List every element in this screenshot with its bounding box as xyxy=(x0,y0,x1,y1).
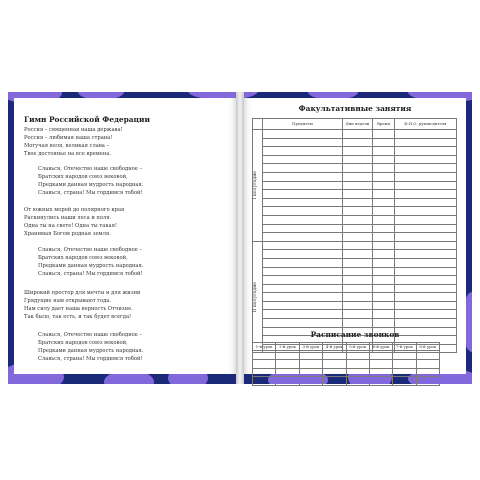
anthem-line: Так было, так есть, и так будет всегда! xyxy=(24,313,132,320)
anthem-refrain-3 xyxy=(38,332,143,363)
table-cell[interactable] xyxy=(395,164,457,173)
table-cell[interactable] xyxy=(373,241,395,250)
table-cell[interactable] xyxy=(343,147,373,156)
table-row xyxy=(253,284,457,293)
table-cell[interactable] xyxy=(263,276,343,285)
anthem-line: Россия – любимая наша страна! xyxy=(24,134,113,141)
table-cell[interactable] xyxy=(373,147,395,156)
table-cell[interactable] xyxy=(393,368,416,377)
table-cell[interactable] xyxy=(343,215,373,224)
anthem-line: Славься, Отечество наше свободное – xyxy=(38,166,143,172)
table-cell[interactable] xyxy=(263,250,343,259)
table-cell[interactable] xyxy=(276,368,299,377)
table-cell[interactable] xyxy=(253,359,276,368)
table-cell[interactable] xyxy=(416,368,439,377)
table-cell[interactable] xyxy=(263,172,343,181)
table-cell[interactable] xyxy=(373,233,395,242)
anthem-line: Россия – священная наша держава! xyxy=(24,127,123,133)
table-cell[interactable] xyxy=(343,198,373,207)
table-cell[interactable] xyxy=(343,138,373,147)
table-cell[interactable] xyxy=(299,368,322,377)
electives-header-row xyxy=(253,119,457,130)
anthem-line: Нам силу дает наша верность Отчизне. xyxy=(24,305,133,312)
table-cell[interactable] xyxy=(263,215,343,224)
table-cell[interactable] xyxy=(373,224,395,233)
table-row xyxy=(253,233,457,242)
table-cell[interactable] xyxy=(263,224,343,233)
bell-col-header: 5-й урок xyxy=(346,343,369,351)
bell-col-header: 1-й урок xyxy=(253,343,276,351)
table-cell[interactable] xyxy=(373,172,395,181)
table-cell[interactable] xyxy=(395,319,457,328)
table-cell[interactable] xyxy=(323,368,346,377)
bell-rows xyxy=(253,351,440,386)
table-cell[interactable] xyxy=(395,233,457,242)
electives-col-header: Предметы xyxy=(263,119,343,130)
table-cell[interactable] xyxy=(343,190,373,199)
anthem-line: Раскинулись наши леса и поля. xyxy=(24,214,112,221)
table-cell[interactable] xyxy=(253,368,276,377)
table-cell[interactable] xyxy=(369,351,392,360)
table-cell[interactable] xyxy=(346,368,369,377)
table-cell[interactable] xyxy=(373,138,395,147)
table-cell[interactable] xyxy=(343,267,373,276)
table-cell[interactable] xyxy=(263,301,343,310)
anthem-line: Твое достоянье на все времена. xyxy=(24,150,112,157)
table-cell[interactable] xyxy=(395,284,457,293)
table-row xyxy=(253,301,457,310)
table-cell[interactable] xyxy=(343,172,373,181)
table-row xyxy=(253,276,457,285)
anthem-line: Хранимая Богом родная земля. xyxy=(24,230,111,237)
table-row xyxy=(253,138,457,147)
anthem-line: Славься, Отечество наше свободное – xyxy=(38,247,143,253)
table-cell[interactable] xyxy=(373,284,395,293)
table-cell[interactable] xyxy=(395,138,457,147)
table-cell[interactable] xyxy=(343,301,373,310)
table-cell[interactable] xyxy=(343,250,373,259)
table-cell[interactable] xyxy=(263,284,343,293)
table-cell[interactable] xyxy=(373,310,395,319)
table-row xyxy=(253,164,457,173)
anthem-stanza-3 xyxy=(24,290,140,321)
table-cell[interactable] xyxy=(343,284,373,293)
table-cell[interactable] xyxy=(373,190,395,199)
table-row xyxy=(253,359,440,368)
anthem-line: Предками данная мудрость народная. xyxy=(38,262,144,269)
bell-schedule-title: Расписание звонков xyxy=(310,330,400,339)
table-cell[interactable] xyxy=(373,276,395,285)
electives-half-1 xyxy=(253,130,457,242)
anthem-line: Братских народов союз вековой, xyxy=(38,173,128,180)
table-cell[interactable] xyxy=(299,377,322,386)
table-cell[interactable] xyxy=(395,276,457,285)
table-cell[interactable] xyxy=(416,359,439,368)
table-cell[interactable] xyxy=(373,319,395,328)
table-row xyxy=(253,241,457,250)
table-cell[interactable] xyxy=(369,377,392,386)
anthem-line: Одна ты на свете! Одна ты такая! xyxy=(24,222,118,229)
table-cell[interactable] xyxy=(263,155,343,164)
table-cell[interactable] xyxy=(395,215,457,224)
anthem-stanza-2 xyxy=(24,207,124,238)
table-row xyxy=(253,147,457,156)
table-cell[interactable] xyxy=(343,233,373,242)
anthem-stanza-1 xyxy=(24,127,123,158)
table-cell[interactable] xyxy=(263,241,343,250)
table-cell[interactable] xyxy=(299,359,322,368)
bell-col-header: 3-й урок xyxy=(299,343,322,351)
table-cell[interactable] xyxy=(395,224,457,233)
table-row xyxy=(253,190,457,199)
table-cell[interactable] xyxy=(263,138,343,147)
table-row xyxy=(253,267,457,276)
half-label: I полугодие xyxy=(253,171,258,200)
anthem-line: Могучая воля, великая слава – xyxy=(24,142,110,149)
anthem-line: Предками данная мудрость народная. xyxy=(38,347,144,354)
table-cell[interactable] xyxy=(323,351,346,360)
table-cell[interactable] xyxy=(395,310,457,319)
table-cell[interactable] xyxy=(323,377,346,386)
anthem-line: Славься, страна! Мы гордимся тобой! xyxy=(38,270,143,277)
table-cell[interactable] xyxy=(263,130,343,139)
table-cell[interactable] xyxy=(373,267,395,276)
table-cell[interactable] xyxy=(343,258,373,267)
table-cell[interactable] xyxy=(299,351,322,360)
table-cell[interactable] xyxy=(253,351,276,360)
table-cell[interactable] xyxy=(395,207,457,216)
table-cell[interactable] xyxy=(263,233,343,242)
anthem-refrain-1 xyxy=(38,166,143,197)
table-cell[interactable] xyxy=(395,147,457,156)
table-cell[interactable] xyxy=(346,377,369,386)
table-cell[interactable] xyxy=(373,250,395,259)
anthem-title: Гимн Российской Федерации xyxy=(24,115,150,124)
table-row xyxy=(253,181,457,190)
table-row xyxy=(253,198,457,207)
anthem-line: Славься, страна! Мы гордимся тобой! xyxy=(38,189,143,196)
table-cell[interactable] xyxy=(343,319,373,328)
table-row xyxy=(253,155,457,164)
bell-col-header: 6-й урок xyxy=(369,343,392,351)
table-cell[interactable] xyxy=(343,241,373,250)
table-cell[interactable] xyxy=(276,377,299,386)
table-cell[interactable] xyxy=(263,190,343,199)
anthem-line: Широкий простор для мечты и для жизни xyxy=(24,290,141,296)
table-cell[interactable] xyxy=(263,207,343,216)
table-cell[interactable] xyxy=(393,351,416,360)
table-cell[interactable] xyxy=(346,351,369,360)
table-cell[interactable] xyxy=(373,181,395,190)
table-row xyxy=(253,310,457,319)
electives-col-header: Время xyxy=(373,119,395,130)
bell-col-header: 7-й урок xyxy=(393,343,416,351)
table-row xyxy=(253,258,457,267)
table-cell[interactable] xyxy=(346,359,369,368)
table-cell[interactable] xyxy=(343,130,373,139)
table-cell[interactable] xyxy=(263,181,343,190)
table-cell[interactable] xyxy=(263,319,343,328)
table-cell[interactable] xyxy=(373,198,395,207)
bell-col-header: 8-й урок xyxy=(416,343,439,351)
bell-col-header: 2-й урок xyxy=(276,343,299,351)
electives-col-header: Ф.И.О. руководителя xyxy=(395,119,457,130)
table-cell[interactable] xyxy=(343,164,373,173)
table-cell[interactable] xyxy=(343,155,373,164)
anthem-line: Славься, страна! Мы гордимся тобой! xyxy=(38,355,143,362)
table-cell[interactable] xyxy=(373,155,395,164)
table-cell[interactable] xyxy=(393,359,416,368)
table-cell[interactable] xyxy=(416,377,439,386)
anthem-line: Грядущие нам открывают года. xyxy=(24,297,112,304)
table-cell[interactable] xyxy=(323,359,346,368)
table-cell[interactable] xyxy=(343,224,373,233)
table-cell[interactable] xyxy=(395,155,457,164)
table-cell[interactable] xyxy=(395,172,457,181)
table-cell[interactable] xyxy=(393,377,416,386)
table-cell[interactable] xyxy=(343,207,373,216)
anthem-line: Предками данная мудрость народная. xyxy=(38,181,144,188)
table-cell[interactable] xyxy=(263,293,343,302)
table-cell[interactable] xyxy=(263,164,343,173)
half-label: II полугодие xyxy=(253,281,258,313)
table-cell[interactable] xyxy=(373,130,395,139)
bell-col-header: 4-й урок xyxy=(323,343,346,351)
table-cell[interactable] xyxy=(395,130,457,139)
table-cell[interactable] xyxy=(395,241,457,250)
table-cell[interactable] xyxy=(263,147,343,156)
table-cell[interactable] xyxy=(276,351,299,360)
table-cell[interactable] xyxy=(373,164,395,173)
anthem-line: От южных морей до полярного края xyxy=(24,207,125,213)
table-cell[interactable] xyxy=(343,276,373,285)
electives-table xyxy=(252,118,457,353)
table-cell[interactable] xyxy=(369,359,392,368)
electives-corner-cell xyxy=(253,119,263,130)
table-cell[interactable] xyxy=(416,351,439,360)
table-row xyxy=(253,215,457,224)
table-row xyxy=(253,377,440,386)
half-label-cell xyxy=(253,130,263,242)
bell-header-row xyxy=(253,343,440,351)
table-cell[interactable] xyxy=(395,181,457,190)
table-cell[interactable] xyxy=(373,258,395,267)
table-row xyxy=(253,224,457,233)
table-row xyxy=(253,207,457,216)
table-row xyxy=(253,172,457,181)
table-cell[interactable] xyxy=(276,359,299,368)
electives-title: Факультативные занятия xyxy=(298,104,412,113)
table-row xyxy=(253,319,457,328)
table-cell[interactable] xyxy=(263,198,343,207)
table-cell[interactable] xyxy=(373,301,395,310)
table-cell[interactable] xyxy=(343,293,373,302)
bell-schedule-table xyxy=(252,342,440,386)
table-cell[interactable] xyxy=(369,368,392,377)
anthem-refrain-2 xyxy=(38,247,143,278)
table-cell[interactable] xyxy=(343,181,373,190)
table-cell[interactable] xyxy=(395,258,457,267)
table-cell[interactable] xyxy=(373,207,395,216)
table-cell[interactable] xyxy=(253,377,276,386)
table-row xyxy=(253,368,440,377)
anthem-line: Братских народов союз вековой, xyxy=(38,339,128,346)
table-row xyxy=(253,250,457,259)
table-row xyxy=(253,293,457,302)
notebook-spine xyxy=(236,92,244,384)
electives-col-header: Дни недели xyxy=(343,119,373,130)
table-cell[interactable] xyxy=(395,190,457,199)
table-cell[interactable] xyxy=(263,310,343,319)
table-row xyxy=(253,351,440,360)
table-cell[interactable] xyxy=(395,250,457,259)
table-cell[interactable] xyxy=(343,310,373,319)
table-cell[interactable] xyxy=(373,215,395,224)
table-row xyxy=(253,130,457,139)
table-cell[interactable] xyxy=(395,267,457,276)
anthem-line: Братских народов союз вековой, xyxy=(38,254,128,261)
anthem-line: Славься, Отечество наше свободное – xyxy=(38,332,143,338)
table-cell[interactable] xyxy=(263,267,343,276)
table-cell[interactable] xyxy=(395,301,457,310)
table-cell[interactable] xyxy=(373,293,395,302)
table-cell[interactable] xyxy=(395,293,457,302)
table-cell[interactable] xyxy=(395,198,457,207)
table-cell[interactable] xyxy=(263,258,343,267)
